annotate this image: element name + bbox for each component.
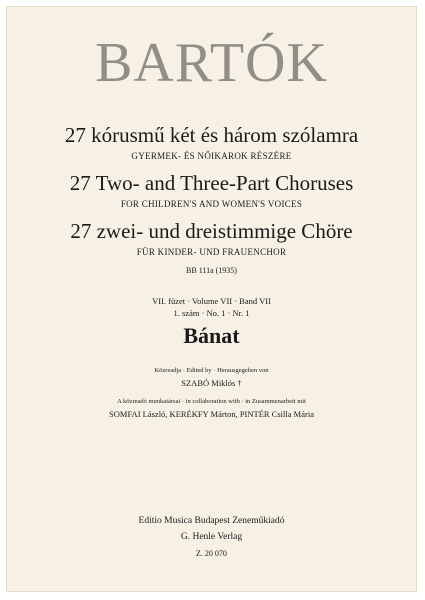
catalogue-number: Z. 20 070	[196, 549, 227, 558]
title-german: 27 zwei- und dreistimmige Chöre	[70, 219, 353, 243]
score-cover-page	[6, 6, 417, 592]
edited-by-label: Közreadja · Edited by · Herausgegeben von	[154, 367, 269, 374]
volume-info: VII. füzet · Volume VII · Band VII	[152, 296, 271, 306]
subtitle-english: FOR CHILDREN'S AND WOMEN'S VOICES	[120, 199, 303, 209]
title-hungarian: 27 kórusmű két és három szólamra	[64, 123, 359, 147]
subtitle-german: FÜR KINDER- UND FRAUENCHOR	[136, 247, 287, 257]
composer-name: BARTÓK	[95, 32, 328, 94]
publisher-henle: G. Henle Verlag	[180, 532, 243, 542]
subtitle-hungarian: GYERMEK- ÉS NŐIKAROK RÉSZÉRE	[131, 151, 292, 161]
title-english: 27 Two- and Three-Part Choruses	[69, 171, 354, 195]
piece-title: Bánat	[183, 323, 240, 348]
editor-name: SZABÓ Miklós †	[181, 378, 242, 388]
collaboration-label: A közreadó munkatársai · in collaboration with · in Zusammenarbeit mit	[117, 398, 306, 405]
publisher-emb: Editio Musica Budapest Zeneműkiadó	[138, 516, 285, 526]
collaborators-names: SOMFAI László, KERÉKFY Márton, PINTÉR Csilla Mária	[109, 409, 314, 419]
number-info: 1. szám · No. 1 · Nr. 1	[173, 308, 250, 318]
catalogue-reference: BB 111a (1935)	[186, 266, 237, 275]
